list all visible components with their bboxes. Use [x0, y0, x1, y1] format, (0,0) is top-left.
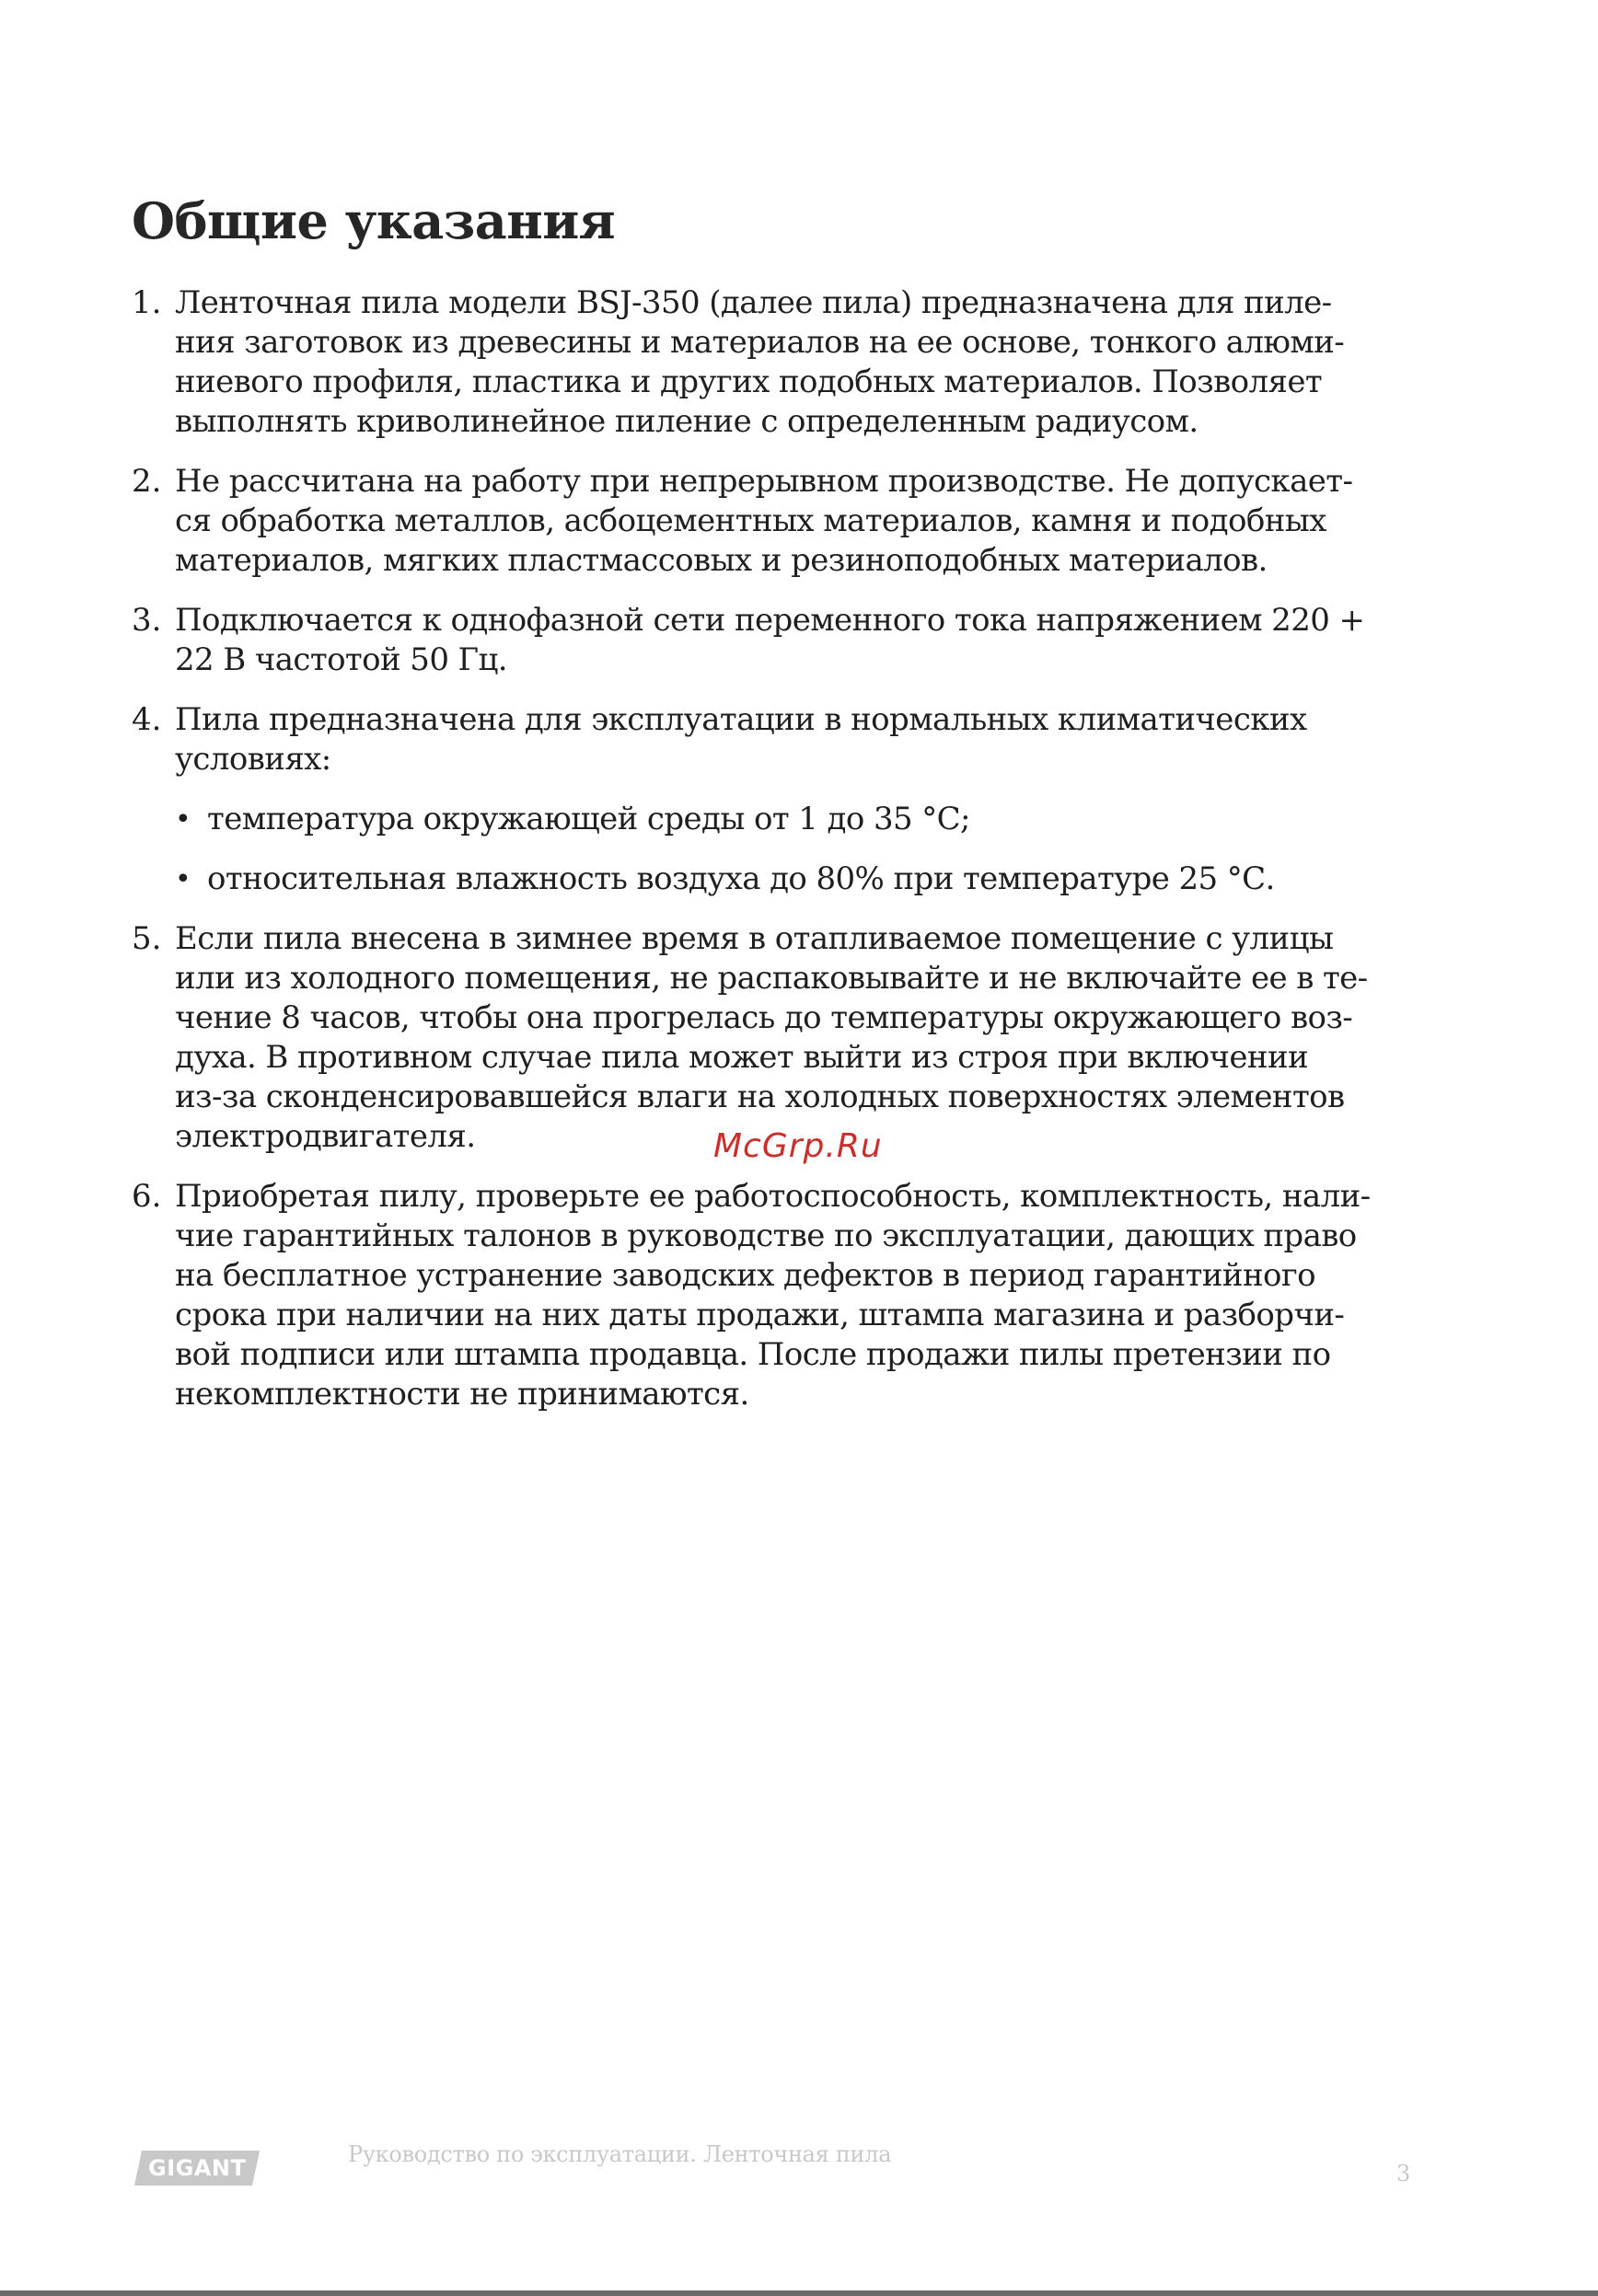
item-number: 2. — [132, 463, 162, 500]
list-item — [132, 283, 1420, 442]
list-item — [132, 1177, 1420, 1414]
list-item — [132, 919, 1420, 1157]
gigant-logo — [134, 2151, 260, 2186]
item-text: Если пила внесена в зимнее время в отапливаемое помещение с улицы или из холодного помещения, не распаковывайте и не включайте ее в те- чение 8 часов, чтобы она прогрелась до температуры окружающего воз- духа. В противном случае пила может выйти из строя при включении из-за сконденсировавшейся влаги на холодных поверхностях элементов электродвигателя. — [175, 920, 1368, 1155]
item-text: Подключается к однофазной сети переменного тока напряжением 220 + 22 В частотой 50 Гц. — [175, 602, 1365, 678]
watermark: McGrp.Ru — [713, 1127, 883, 1165]
item-text: Приобретая пилу, проверьте ее работоспособность, комплектность, нали- чие гарантийных талонов в руководстве по эксплуатации, дающих право на бесплатное устранение заводских дефектов в период гарантийного срока при наличии на них даты продажи, штампа магазина и разборчи- вой подписи или штампа продавца. После продажи пилы претензии по некомплектности не принимаются. — [175, 1178, 1371, 1413]
bullet-icon: • — [175, 803, 191, 836]
logo-text: GIGANT — [147, 2155, 247, 2181]
item-number: 1. — [132, 284, 162, 321]
bottom-divider — [0, 2290, 1598, 2296]
item-number: 6. — [132, 1178, 162, 1215]
item-number: 3. — [132, 602, 162, 639]
bullet-item — [175, 860, 1420, 899]
bullet-icon: • — [175, 863, 191, 895]
item-text: Ленточная пила модели BSJ-350 (далее пила) предназначена для пиле- ния заготовок из древесины и материалов на ее основе, тонкого алюми- ниевого профиля, пластика и других подобных материалов. Позволяет выполнять криволинейное пиление с определенным радиусом. — [175, 284, 1345, 440]
instructions-list — [132, 283, 1420, 1435]
bullet-text: температура окружающей среды от 1 до 35 °С; — [207, 801, 970, 837]
page-number: 3 — [1396, 2161, 1411, 2186]
footer-title: Руководство по эксплуатации. Ленточная пила — [348, 2141, 892, 2167]
item-number: 4. — [132, 701, 162, 738]
bullet-item — [175, 800, 1420, 839]
item-text: Пила предназначена для эксплуатации в нормальных климатических условиях: — [175, 701, 1307, 778]
list-item — [132, 700, 1420, 899]
bullet-text: относительная влажность воздуха до 80% при температуре 25 °С. — [207, 860, 1275, 897]
item-number: 5. — [132, 920, 162, 957]
conditions-list — [175, 800, 1420, 899]
page-title: Общие указания — [132, 191, 616, 250]
item-text: Не рассчитана на работу при непрерывном производстве. Не допускает- ся обработка металлов, асбоцементных материалов, камня и подобных материалов, мягких пластмассовых и резиноподобных материалов. — [175, 463, 1353, 579]
list-item — [132, 462, 1420, 581]
list-item — [132, 601, 1420, 680]
